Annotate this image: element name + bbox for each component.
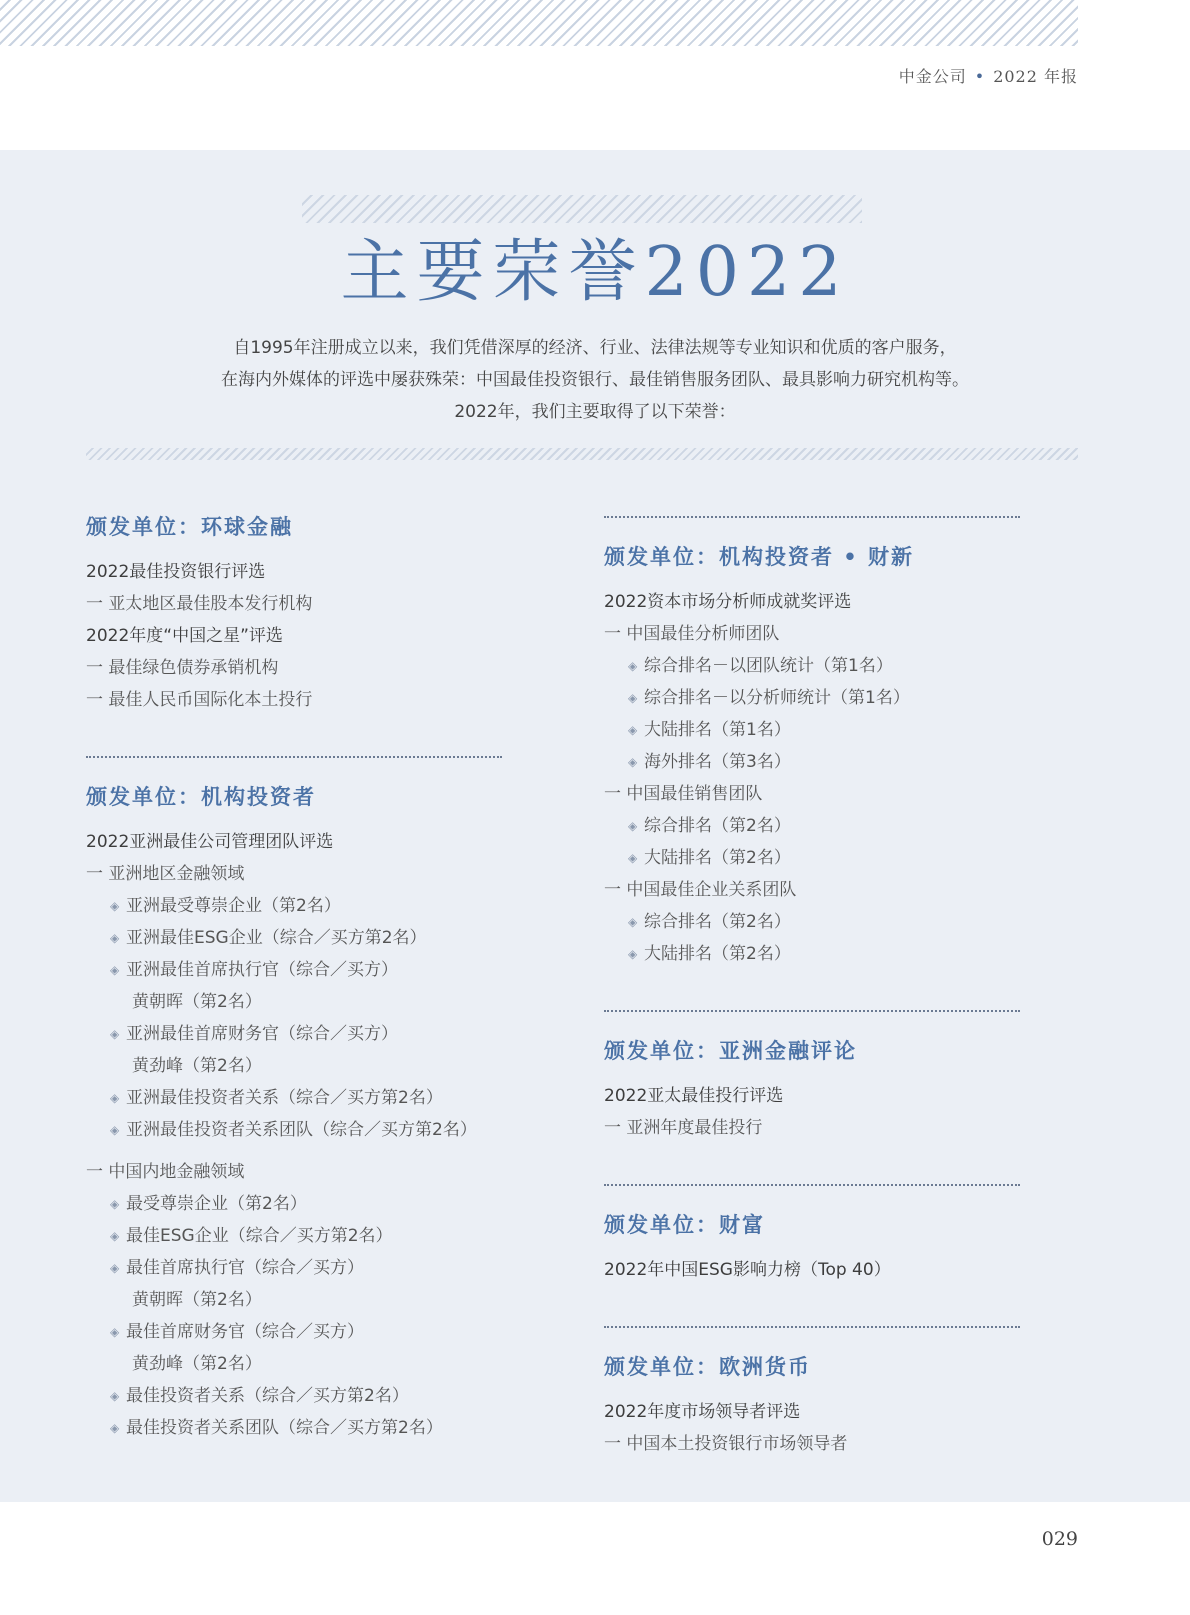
dotted-divider [604, 1010, 1020, 1012]
bullet-icon: ◈ [110, 1027, 120, 1041]
separator-hatch [86, 448, 1078, 460]
intro-line: 2022年，我们主要取得了以下荣誉： [454, 402, 736, 422]
right-column [604, 516, 1024, 1500]
award-section-institutional-investor [86, 782, 516, 1444]
award-item: ◈ 最佳首席财务官（综合／买方） [86, 1316, 516, 1348]
award-title: 2022年度市场领导者评选 [604, 1402, 801, 1422]
award-category: 一 中国最佳分析师团队 [604, 624, 780, 644]
award-section-institutional-investor-caixin [604, 542, 1024, 970]
award-item: ◈ 大陆排名（第1名） [604, 714, 1024, 746]
bullet-icon: ◈ [110, 1325, 120, 1339]
award-item: ◈ 海外排名（第3名） [604, 746, 1024, 778]
award-item: ◈ 最佳投资者关系（综合／买方第2名） [86, 1380, 516, 1412]
section-heading: 颁发单位：欧洲货币 [604, 1355, 811, 1379]
bullet-icon: ◈ [628, 755, 638, 769]
award-title: 2022年中国ESG影响力榜（Top 40） [604, 1260, 891, 1280]
award-item: ◈ 综合排名－以分析师统计（第1名） [604, 682, 1024, 714]
award-category: 一 最佳绿色债券承销机构 [86, 658, 279, 678]
award-item: ◈ 大陆排名（第2名） [604, 842, 1024, 874]
bullet-icon: ◈ [110, 1123, 120, 1137]
dotted-divider [604, 1184, 1020, 1186]
header-report: 2022 年报 [993, 67, 1078, 86]
award-item: ◈ 亚洲最受尊崇企业（第2名） [86, 890, 516, 922]
award-title: 2022资本市场分析师成就奖评选 [604, 592, 852, 612]
intro-paragraph [80, 332, 1110, 428]
award-item: ◈ 大陆排名（第2名） [604, 938, 1024, 970]
bullet-icon: ◈ [110, 1091, 120, 1105]
award-title: 2022亚洲最佳公司管理团队评选 [86, 832, 334, 852]
award-section-euromoney [604, 1352, 1024, 1460]
bullet-icon: ◈ [628, 723, 638, 737]
bullet-icon: ◈ [110, 931, 120, 945]
intro-line: 自1995年注册成立以来，我们凭借深厚的经济、行业、法律法规等专业知识和优质的客户服务， [233, 338, 957, 358]
award-category: 一 最佳人民币国际化本土投行 [86, 690, 313, 710]
bullet-icon: ◈ [110, 1261, 120, 1275]
top-hatch-band [0, 0, 1078, 46]
award-section-fortune [604, 1210, 1024, 1286]
award-title: 2022最佳投资银行评选 [86, 562, 266, 582]
award-winner: 黄朝晖（第2名） [132, 992, 262, 1012]
award-category: 一 亚洲年度最佳投行 [604, 1118, 763, 1138]
title-hatch-band [302, 195, 862, 223]
award-title: 2022年度“中国之星”评选 [86, 626, 283, 646]
dotted-divider [604, 516, 1020, 518]
award-winner: 黄朝晖（第2名） [132, 1290, 262, 1310]
award-title: 2022亚太最佳投行评选 [604, 1086, 784, 1106]
award-section-global-finance [86, 512, 516, 716]
bullet-icon: ◈ [628, 851, 638, 865]
intro-line: 在海内外媒体的评选中屡获殊荣：中国最佳投资银行、最佳销售服务团队、最具影响力研究机构等。 [221, 370, 969, 390]
award-category: 一 中国最佳销售团队 [604, 784, 763, 804]
bullet-icon: ◈ [628, 659, 638, 673]
page-header [899, 64, 1078, 87]
award-category: 一 中国内地金融领域 [86, 1162, 245, 1182]
award-item: ◈ 最受尊崇企业（第2名） [86, 1188, 516, 1220]
left-column [86, 512, 516, 1484]
header-separator: • [974, 67, 986, 86]
award-item: ◈ 最佳首席执行官（综合／买方） [86, 1252, 516, 1284]
bullet-icon: ◈ [110, 963, 120, 977]
bullet-icon: ◈ [110, 1197, 120, 1211]
section-heading: 颁发单位：环球金融 [86, 515, 293, 539]
section-heading: 颁发单位：机构投资者 • 财新 [604, 545, 915, 569]
dotted-divider [604, 1326, 1020, 1328]
award-category: 一 亚洲地区金融领域 [86, 864, 245, 884]
award-item: ◈ 综合排名（第2名） [604, 810, 1024, 842]
bullet-icon: ◈ [110, 1421, 120, 1435]
award-category: 一 中国最佳企业关系团队 [604, 880, 797, 900]
bullet-icon: ◈ [628, 691, 638, 705]
page-title: 主要荣誉2022 [340, 233, 850, 312]
bullet-icon: ◈ [628, 947, 638, 961]
award-section-finance-asia [604, 1036, 1024, 1144]
award-winner: 黄劲峰（第2名） [132, 1056, 262, 1076]
bullet-icon: ◈ [110, 899, 120, 913]
bullet-icon: ◈ [628, 819, 638, 833]
page-number: 029 [1041, 1528, 1078, 1550]
section-heading: 颁发单位：亚洲金融评论 [604, 1039, 857, 1063]
header-company: 中金公司 [898, 67, 967, 86]
dotted-divider [86, 756, 502, 758]
award-item: ◈ 综合排名（第2名） [604, 906, 1024, 938]
award-item: ◈ 亚洲最佳首席财务官（综合／买方） [86, 1018, 516, 1050]
award-category: 一 亚太地区最佳股本发行机构 [86, 594, 313, 614]
award-item: ◈ 最佳ESG企业（综合／买方第2名） [86, 1220, 516, 1252]
bullet-icon: ◈ [628, 915, 638, 929]
award-item: ◈ 综合排名－以团队统计（第1名） [604, 650, 1024, 682]
award-winner: 黄劲峰（第2名） [132, 1354, 262, 1374]
award-item: ◈ 最佳投资者关系团队（综合／买方第2名） [86, 1412, 516, 1444]
award-item: ◈ 亚洲最佳投资者关系（综合／买方第2名） [86, 1082, 516, 1114]
award-item: ◈ 亚洲最佳ESG企业（综合／买方第2名） [86, 922, 516, 954]
section-heading: 颁发单位：机构投资者 [86, 785, 316, 809]
section-heading: 颁发单位：财富 [604, 1213, 765, 1237]
bullet-icon: ◈ [110, 1229, 120, 1243]
award-category: 一 中国本土投资银行市场领导者 [604, 1434, 848, 1454]
award-item: ◈ 亚洲最佳投资者关系团队（综合／买方第2名） [86, 1114, 516, 1146]
award-item: ◈ 亚洲最佳首席执行官（综合／买方） [86, 954, 516, 986]
bullet-icon: ◈ [110, 1389, 120, 1403]
